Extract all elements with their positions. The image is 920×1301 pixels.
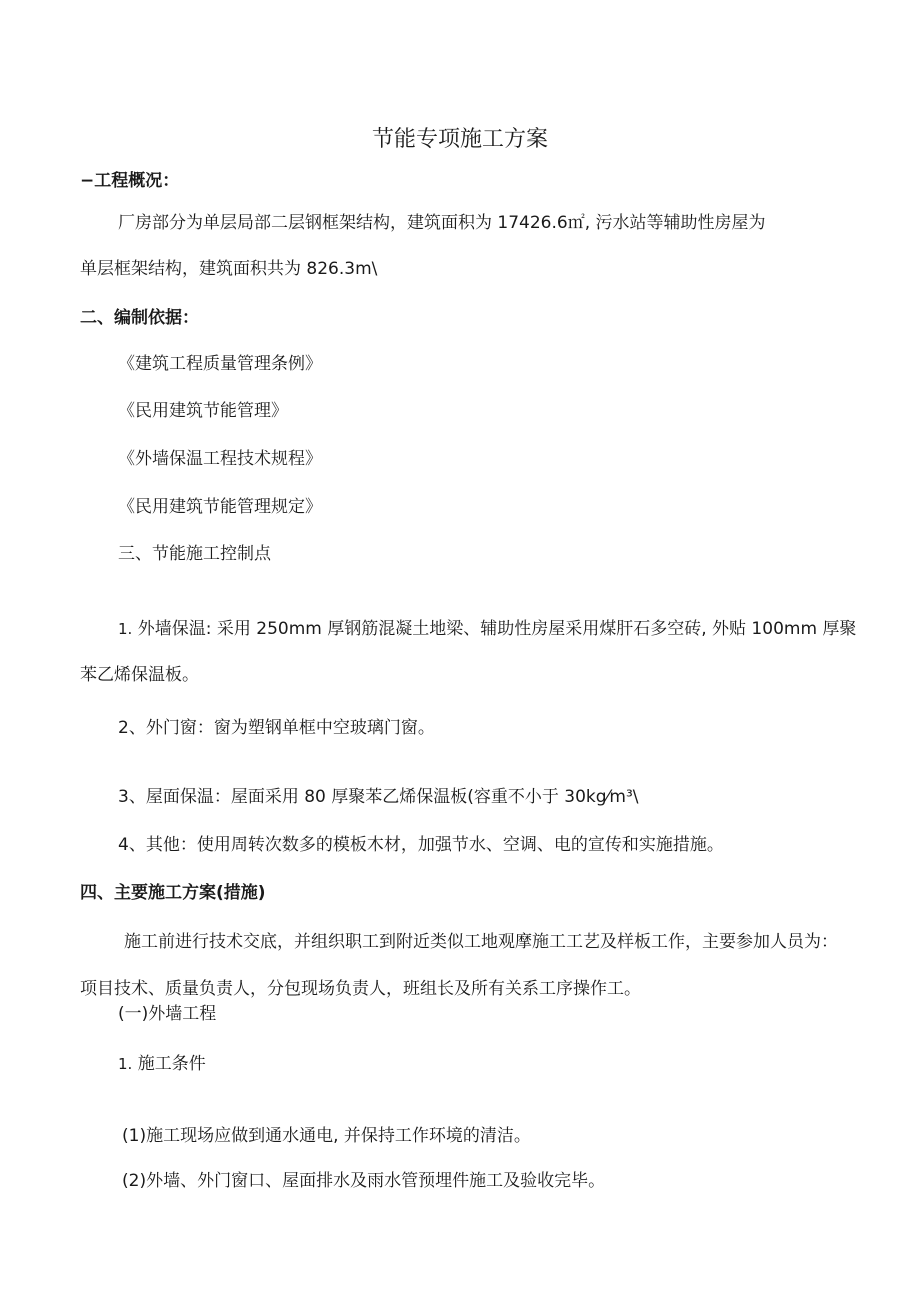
subsection-item-1-text: 施工条件: [137, 1054, 206, 1074]
basis-item: 《民用建筑节能管理》: [118, 401, 288, 421]
section-heading-basis: 二、编制依据：: [80, 308, 199, 328]
subsection-heading-exterior-wall: (一)外墙工程: [118, 1004, 217, 1024]
condition-item-1: (1)施工现场应做到通水通电, 并保持工作环境的清洁。: [122, 1126, 531, 1146]
overview-paragraph-line-1: 厂房部分为单层局部二层钢框架结构，建筑面积为 17426.6㎡, 污水站等辅助性房屋为: [118, 213, 766, 233]
section-heading-control-points: 三、节能施工控制点: [118, 544, 271, 564]
list-number: 1.: [118, 1055, 133, 1073]
control-point-2: 2、外门窗：窗为塑钢单框中空玻璃门窗。: [118, 718, 435, 738]
control-point-1-text: 外墙保温: 采用 250mm 厚钢筋混凝土地梁、辅助性房屋采用煤肝石多空砖, 外贴 100mm 厚聚: [137, 619, 857, 639]
condition-item-2: (2)外墙、外门窗口、屋面排水及雨水管预埋件施工及验收完毕。: [122, 1171, 606, 1191]
control-point-1-line-1: [118, 618, 856, 640]
overview-paragraph-line-2: 单层框架结构，建筑面积共为 826.3m\: [80, 259, 378, 279]
section-heading-measures: 四、主要施工方案(措施): [80, 883, 266, 903]
section-heading-overview: −工程概况：: [80, 171, 180, 191]
measures-paragraph-line-2: 项目技术、质量负责人，分包现场负责人，班组长及所有关系工序操作工。: [80, 979, 641, 999]
control-point-1-line-2: 苯乙烯保温板。: [80, 665, 199, 685]
basis-item: 《建筑工程质量管理条例》: [118, 354, 322, 374]
control-point-3: 3、屋面保温：屋面采用 80 厚聚苯乙烯保温板(容重不小于 30kg⁄m³\: [118, 787, 639, 807]
control-point-4: 4、其他：使用周转次数多的模板木材，加强节水、空调、电的宣传和实施措施。: [118, 835, 724, 855]
measures-paragraph-line-1: 施工前进行技术交底，并组织职工到附近类似工地观摩施工工艺及样板工作，主要参加人员为：: [124, 932, 838, 952]
document-title: 节能专项施工方案: [371, 127, 548, 152]
basis-item: 《外墙保温工程技术规程》: [118, 449, 322, 469]
subsection-item-1: [118, 1053, 206, 1075]
basis-item: 《民用建筑节能管理规定》: [118, 497, 322, 517]
list-number: 1.: [118, 620, 133, 638]
